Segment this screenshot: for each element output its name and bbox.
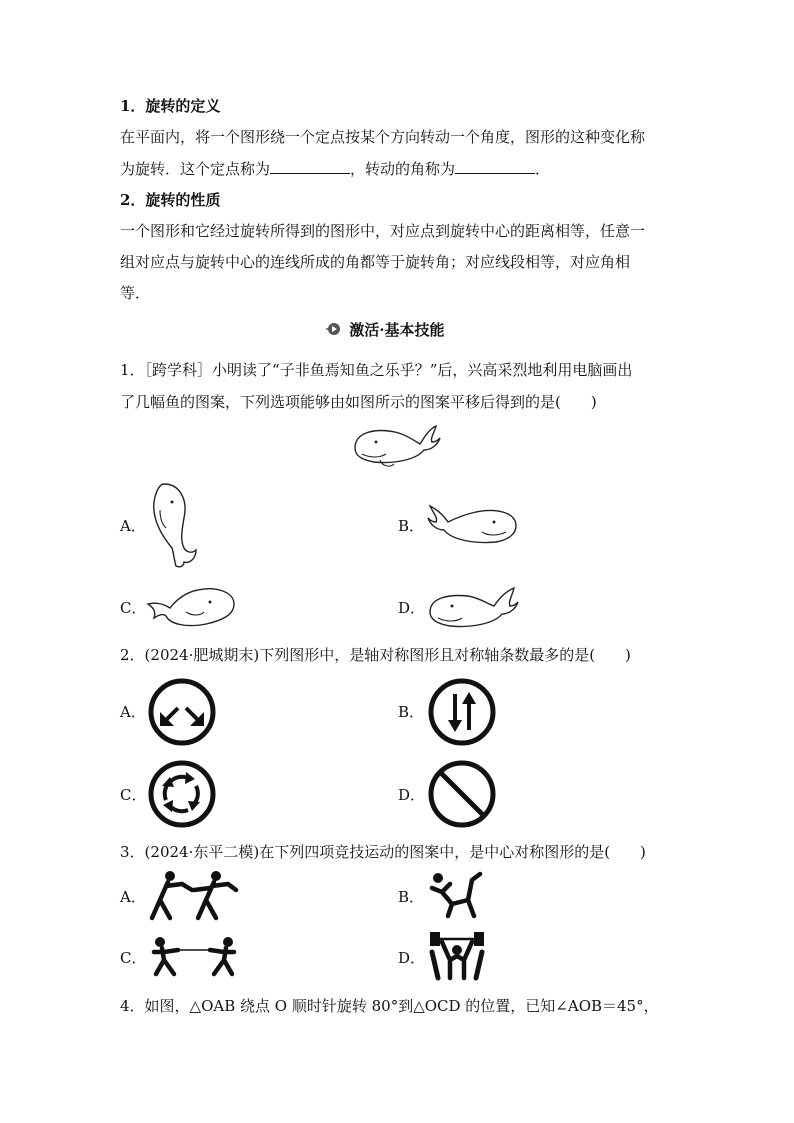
section2-heading: 2．旋转的性质: [120, 191, 221, 209]
q2-question: 2．(2024·肥城期末)下列图形中，是轴对称图形且对称轴条数最多的是( ): [120, 646, 631, 664]
section1-text-a: 为旋转．这个定点称为: [120, 160, 271, 178]
fencing-pictogram-icon[interactable]: [148, 932, 240, 978]
whale-option-c-figure[interactable]: [146, 582, 238, 630]
play-icon: [324, 321, 344, 337]
q3-option-d-label[interactable]: D．: [398, 949, 426, 967]
q2-option-a-label[interactable]: A．: [120, 703, 146, 721]
whale-reference-figure: [350, 420, 440, 470]
whale-option-b-figure[interactable]: [426, 500, 520, 548]
answer-blank-center[interactable]: [270, 159, 350, 174]
section2-text-line1: 一个图形和它经过旋转所得到的图形中，对应点到旋转中心的距离相等，任意一: [120, 222, 646, 240]
q1-option-d-label[interactable]: D．: [398, 599, 426, 617]
gymnastics-pictogram-icon[interactable]: [428, 870, 484, 920]
section1-text-line2: [120, 159, 550, 179]
roundabout-sign-icon[interactable]: [148, 760, 216, 828]
section2-text-line2: 组对应点与旋转中心的连线所成的角都等于旋转角；对应线段相等，对应角相: [120, 253, 631, 271]
whale-option-d-figure[interactable]: [426, 584, 518, 630]
two-way-traffic-sign-icon[interactable]: [428, 678, 496, 746]
q1-option-a-label[interactable]: A．: [120, 517, 146, 535]
q3-option-c-label[interactable]: C．: [120, 949, 147, 967]
q2-option-b-label[interactable]: B．: [398, 703, 425, 721]
section1-heading: 1．旋转的定义: [120, 97, 221, 115]
q3-option-a-label[interactable]: A．: [120, 888, 146, 906]
q2-option-c-label[interactable]: C．: [120, 786, 147, 804]
section1-text-b: ，转动的角称为: [350, 160, 456, 178]
q3-question: 3．(2024·东平二模)在下列四项竞技运动的图案中，是中心对称图形的是( ): [120, 843, 646, 861]
answer-blank-angle[interactable]: [455, 159, 535, 174]
section1-text-c: ．: [535, 160, 551, 178]
wrestling-pictogram-icon[interactable]: [148, 870, 238, 920]
section-banner: [324, 320, 444, 340]
section2-text-line3: 等．: [120, 284, 151, 302]
q2-option-d-label[interactable]: D．: [398, 786, 426, 804]
prohibition-sign-icon[interactable]: [428, 760, 496, 828]
diverging-arrows-sign-icon[interactable]: [148, 678, 216, 746]
q1-option-b-label[interactable]: B．: [398, 517, 425, 535]
whale-option-a-figure[interactable]: [144, 480, 200, 570]
q1-line1: 1．［跨学科］小明读了“子非鱼焉知鱼之乐乎？”后，兴高采烈地利用电脑画出: [120, 361, 633, 379]
q4-question: 4．如图，△OAB 绕点 O 顺时针旋转 80°到△OCD 的位置，已知∠AOB＝45°，: [120, 997, 659, 1015]
q1-line2: 了几幅鱼的图案，下列选项能够由如图所示的图案平移后得到的是( ): [120, 393, 597, 411]
banner-label: 激活·基本技能: [349, 321, 445, 339]
q1-option-c-label[interactable]: C．: [120, 599, 147, 617]
weightlifting-pictogram-icon[interactable]: [428, 930, 486, 980]
q3-option-b-label[interactable]: B．: [398, 888, 425, 906]
section1-text-line1: 在平面内，将一个图形绕一个定点按某个方向转动一个角度，图形的这种变化称: [120, 128, 646, 146]
